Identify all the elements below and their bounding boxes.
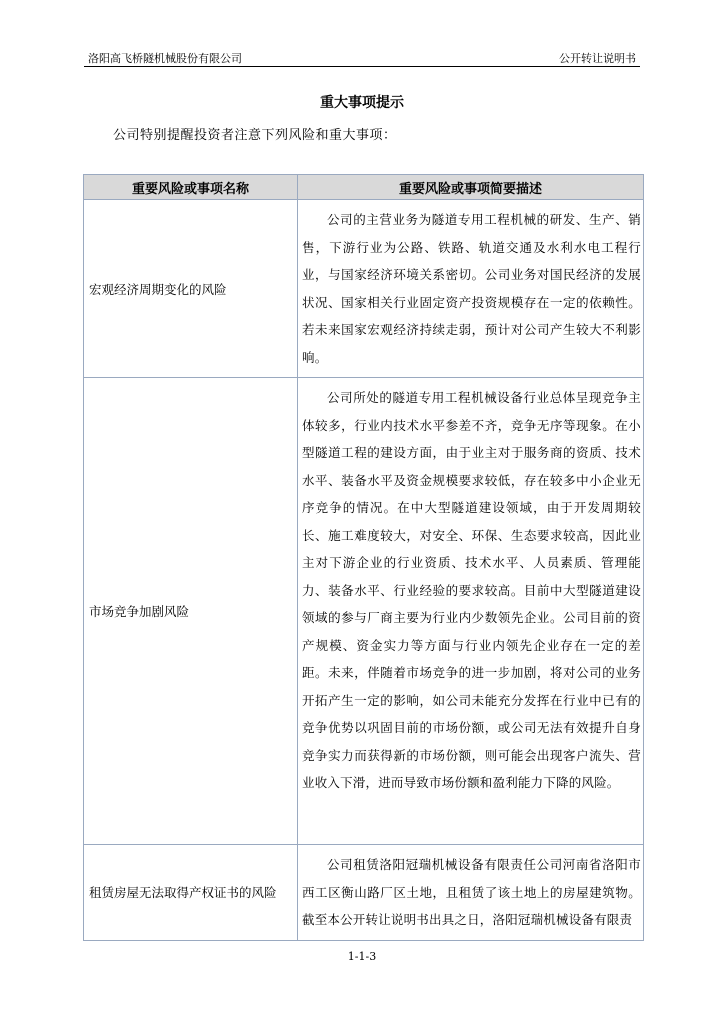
table-row bbox=[84, 200, 644, 378]
table-row bbox=[84, 845, 644, 941]
column-header-risk-name: 重要风险或事项名称 bbox=[84, 175, 298, 200]
page-number: 1-1-3 bbox=[347, 950, 377, 963]
risk-description-cell bbox=[298, 845, 644, 941]
intro-text: 公司特别提醒投资者注意下列风险和重大事项： bbox=[113, 128, 397, 143]
risk-name-cell: 宏观经济周期变化的风险 bbox=[84, 200, 298, 378]
header-document-name: 公开转让说明书 bbox=[559, 52, 636, 65]
risk-description-text: 公司的主营业务为隧道专用工程机械的研发、生产、销售，下游行业为公路、铁路、轨道交通及水利水电工程行业，与国家经济环境关系密切。公司业务对国民经济的发展状况、国家相关行业固定资产投资规模存在一定的依赖性。若未来国家宏观经济持续走弱，预计对公司产生较大不利影响。 bbox=[302, 212, 641, 365]
page-header bbox=[84, 48, 640, 67]
risk-description-cell bbox=[298, 378, 644, 845]
column-header-risk-description: 重要风险或事项简要描述 bbox=[298, 175, 644, 200]
risk-description-text: 公司所处的隧道专用工程机械设备行业总体呈现竞争主体较多，行业内技术水平参差不齐，竞争无序等现象。在小型隧道工程的建设方面，由于业主对于服务商的资质、技术水平、装备水平及资金规模要求较低，存在较多中小企业无序竞争的情况。在中大型隧道建设领域，由于开发周期较长、施工难度较大，对安全、环保、生态要求较高，因此业主对下游企业的行业资质、技术水平、人员素质、管理能力、装备水平、行业经验的要求较高。目前中大型隧道建设领域的参与厂商主要为行业内少数领先企业。公司目前的资产规模、资金实力等方面与行业内领先企业存在一定的差距。未来，伴随着市场竞争的进一步加剧，将对公司的业务开拓产生一定的影响，如公司未能充分发挥在行业中已有的竞争优势以巩固目前的市场份额，或公司无法有效提升自身竞争实力而获得新的市场份额，则可能会出现客户流失、营业收入下滑，进而导致市场份额和盈利能力下降的风险。 bbox=[302, 390, 641, 790]
risk-name-cell: 租赁房屋无法取得产权证书的风险 bbox=[84, 845, 298, 941]
risk-table bbox=[83, 174, 644, 941]
section-title: 重大事项提示 bbox=[320, 95, 404, 111]
header-company-name: 洛阳高飞桥隧机械股份有限公司 bbox=[88, 52, 242, 65]
table-row bbox=[84, 378, 644, 845]
risk-description-text: 公司租赁洛阳冠瑞机械设备有限责任公司河南省洛阳市西工区衡山路厂区土地，且租赁了该土地上的房屋建筑物。截至本公开转让说明书出具之日，洛阳冠瑞机械设备有限责 bbox=[302, 857, 641, 927]
risk-name-cell: 市场竞争加剧风险 bbox=[84, 378, 298, 845]
risk-description-cell bbox=[298, 200, 644, 378]
table-header-row bbox=[84, 175, 644, 200]
